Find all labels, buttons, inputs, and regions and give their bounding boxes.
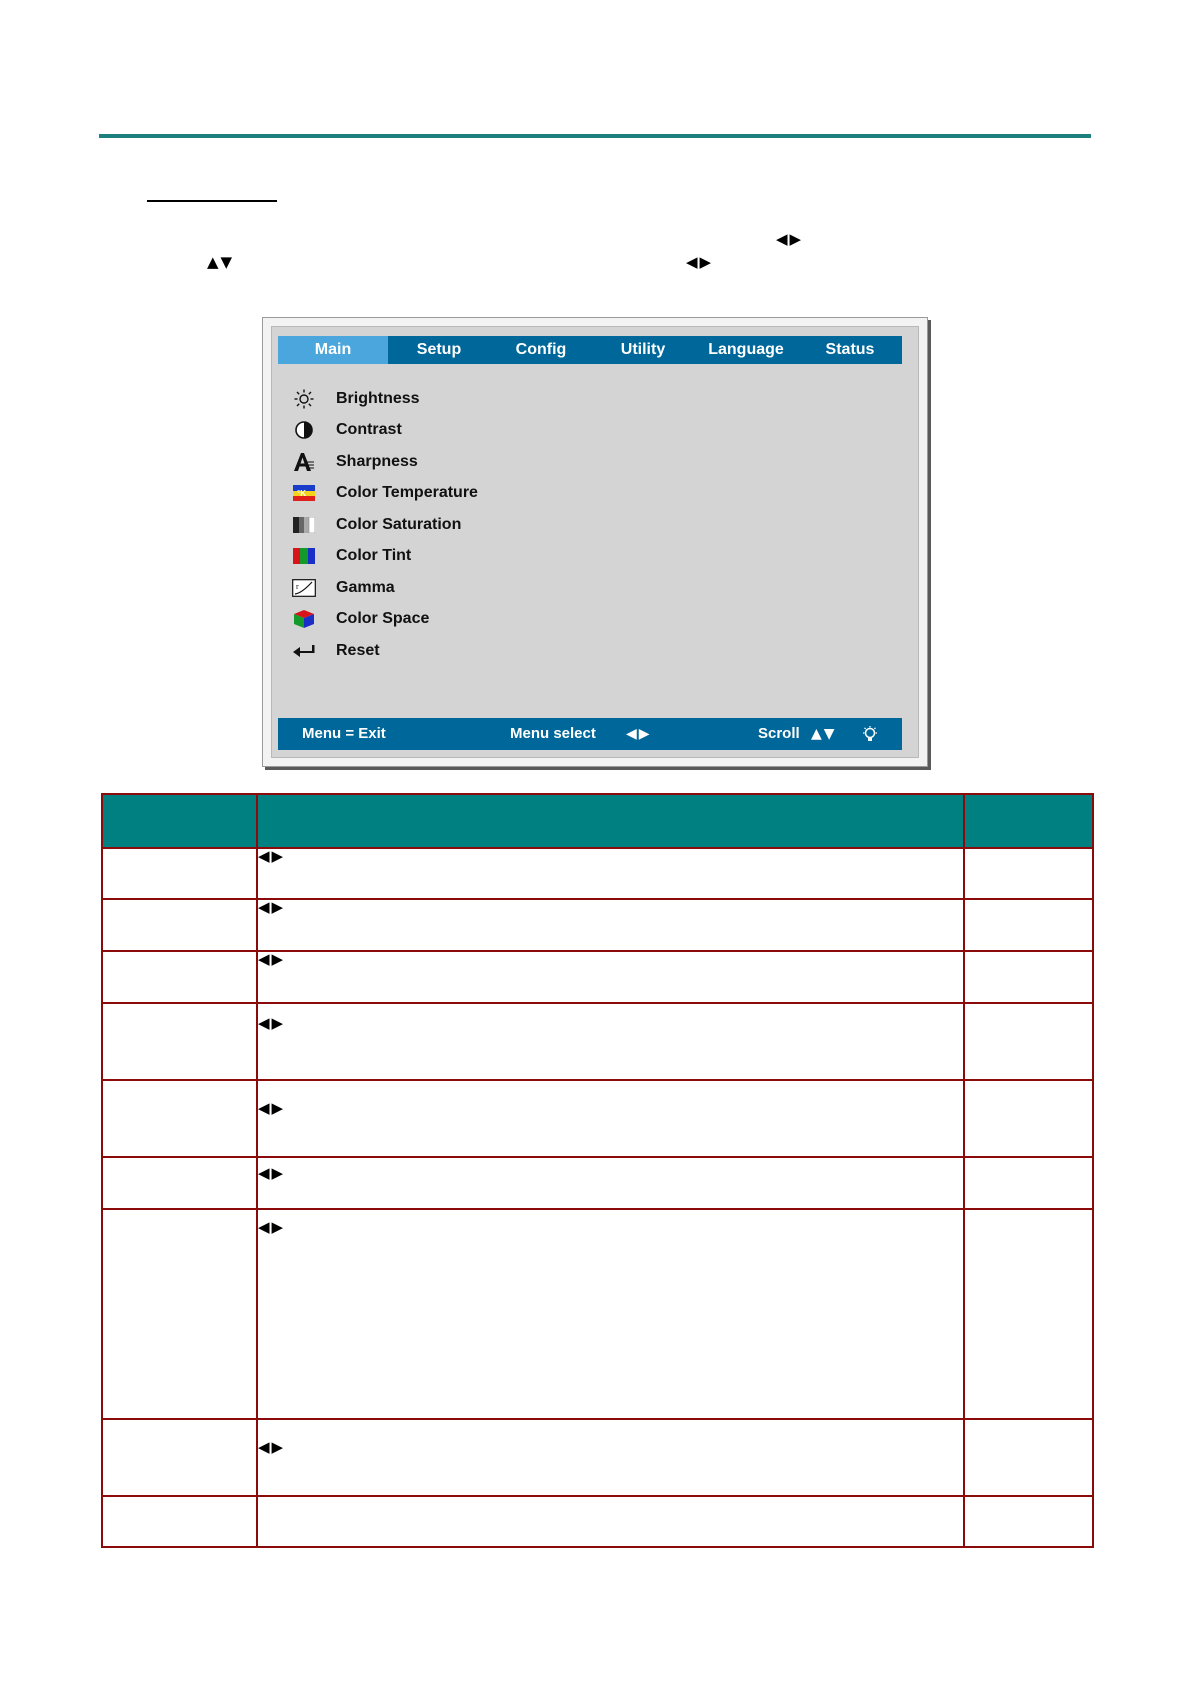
menu-item-color-saturation[interactable] xyxy=(292,509,478,541)
menu-item-contrast[interactable] xyxy=(292,415,478,447)
menu-item-color-temperature[interactable] xyxy=(292,478,478,510)
table-row xyxy=(102,951,1093,1003)
left-right-arrow-icon: ◀▶ xyxy=(257,951,964,1003)
table-row xyxy=(102,1080,1093,1157)
header-rule xyxy=(99,134,1091,138)
svg-text:°K: °K xyxy=(297,489,306,499)
left-right-arrow-icon: ◀▶ xyxy=(257,1003,964,1080)
left-right-arrow-icon: ◀▶ xyxy=(257,1419,964,1496)
tab-utility[interactable]: Utility xyxy=(620,341,666,358)
osd-menu-body xyxy=(271,326,919,758)
osd-menu-screenshot xyxy=(262,317,928,767)
menu-item-brightness[interactable] xyxy=(292,383,478,415)
tab-language[interactable]: Language xyxy=(708,341,784,358)
menu-item-color-tint[interactable] xyxy=(292,541,478,573)
menu-item-gamma[interactable] xyxy=(292,572,478,604)
table-row xyxy=(102,848,1093,899)
menu-item-label: Color Space xyxy=(336,610,430,628)
tab-main[interactable]: Main xyxy=(278,336,388,364)
osd-footer-bar xyxy=(278,718,902,750)
return-arrow-icon xyxy=(292,641,316,661)
left-right-arrow-icon-2: ◀▶ xyxy=(686,253,714,271)
menu-item-label: Color Saturation xyxy=(336,515,462,533)
left-right-arrow-icon: ◀▶ xyxy=(257,1080,964,1157)
table-row xyxy=(102,1496,1093,1547)
table-header-cell xyxy=(257,794,964,848)
up-down-arrow-icon: ▲▼ xyxy=(811,726,837,742)
left-right-arrow-icon: ◀▶ xyxy=(257,1209,964,1419)
osd-menu-list xyxy=(292,383,478,667)
table-row xyxy=(102,1157,1093,1209)
left-right-arrow-icon: ◀▶ xyxy=(257,899,964,951)
table-row xyxy=(102,899,1093,951)
menu-description-table xyxy=(101,793,1094,1548)
gamma-curve-icon xyxy=(292,578,316,598)
menu-item-label: Sharpness xyxy=(336,452,418,470)
lightbulb-icon xyxy=(862,726,878,744)
table-row xyxy=(102,1209,1093,1419)
table-header-row xyxy=(102,794,1093,848)
footer-select-hint: Menu select xyxy=(510,725,596,742)
menu-item-sharpness[interactable] xyxy=(292,446,478,478)
table-row xyxy=(102,1419,1093,1496)
table-header-cell xyxy=(964,794,1093,848)
left-right-arrow-icon: ◀▶ xyxy=(626,726,652,742)
half-circle-icon xyxy=(292,420,316,440)
left-right-arrow-icon: ◀▶ xyxy=(257,1157,964,1209)
tab-config[interactable]: Config xyxy=(515,341,567,358)
table-header-cell xyxy=(102,794,257,848)
tab-status[interactable]: Status xyxy=(825,341,875,358)
rgb-tint-icon xyxy=(292,546,316,566)
table-row xyxy=(102,1003,1093,1080)
menu-item-label: Contrast xyxy=(336,421,402,439)
footer-scroll-hint: Scroll xyxy=(758,725,800,742)
menu-item-label: Reset xyxy=(336,641,380,659)
tab-setup[interactable]: Setup xyxy=(416,341,462,358)
left-right-arrow-icon: ◀▶ xyxy=(776,230,804,248)
sharpness-a-icon xyxy=(292,452,316,472)
menu-item-reset[interactable] xyxy=(292,635,478,667)
svg-text:r: r xyxy=(296,581,299,591)
left-right-arrow-icon: ◀▶ xyxy=(257,848,964,899)
osd-tab-bar xyxy=(278,336,902,364)
menu-item-label: Color Tint xyxy=(336,547,412,565)
up-down-arrow-icon: ▲▼ xyxy=(207,253,235,271)
color-cube-icon xyxy=(292,609,316,629)
footer-exit-hint: Menu = Exit xyxy=(302,725,386,742)
sun-icon xyxy=(292,389,316,409)
menu-item-label: Gamma xyxy=(336,578,395,596)
section-heading-underline xyxy=(147,200,277,202)
menu-item-label: Brightness xyxy=(336,389,420,407)
menu-item-label: Color Temperature xyxy=(336,484,478,502)
saturation-gradient-icon xyxy=(292,515,316,535)
menu-item-color-space[interactable] xyxy=(292,604,478,636)
color-temperature-icon xyxy=(292,483,316,503)
